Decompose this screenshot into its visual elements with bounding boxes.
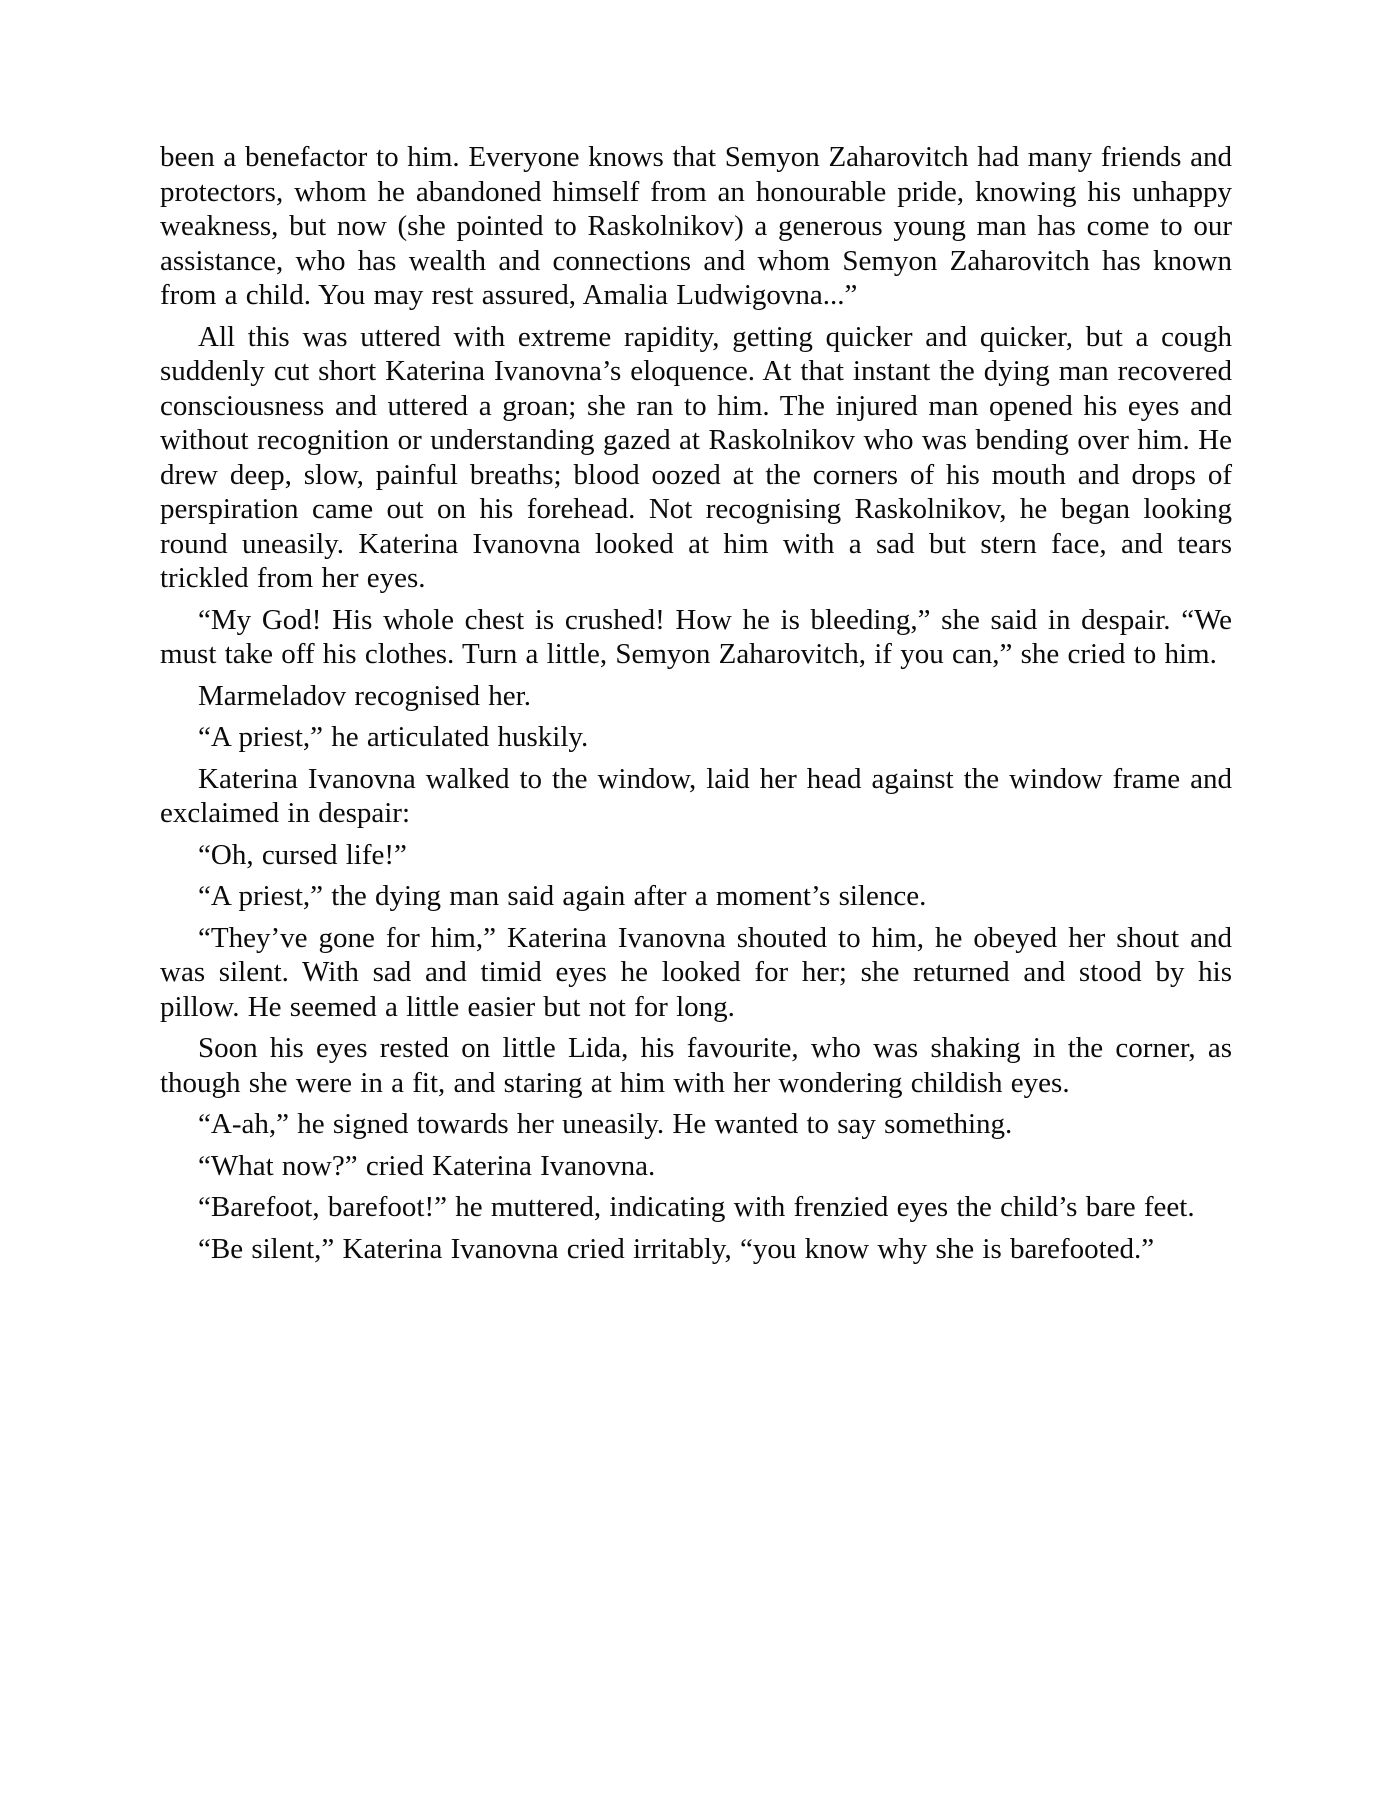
paragraph: “Barefoot, barefoot!” he muttered, indicating with frenzied eyes the child’s bare feet. — [198, 1191, 1195, 1223]
paragraph: Soon his eyes rested on little Lida, his favourite, who was shaking in the corner, as though she were in a fit, and staring at him with her wondering childish eyes. — [160, 1032, 1232, 1099]
paragraph: “My God! His whole chest is crushed! How he is bleeding,” she said in despair. “We must take off his clothes. Turn a little, Semyon Zaharovitch, if you can,” she cried to him. — [160, 603, 1232, 670]
paragraph: “A priest,” he articulated huskily. — [198, 721, 589, 753]
paragraph: All this was uttered with extreme rapidity, getting quicker and quicker, but a cough suddenly cut short Katerina Ivanovna’s eloquence. At that instant the dying man recovered consciousness and uttered a groan; she ran to him. The injured man opened his eyes and without recognition or understanding gazed at Raskolnikov who was bending over him. He drew deep, slow, painful breaths; blood oozed at the corners of his mouth and drops of perspiration came out on his forehead. Not recognising Raskolnikov, he began looking round uneasily. Katerina Ivanovna looked at him with a sad but stern face, and tears trickled from her eyes. — [160, 320, 1232, 594]
paragraph: “What now?” cried Katerina Ivanovna. — [198, 1149, 656, 1182]
paragraph: Marmeladov recognised her. — [198, 679, 531, 712]
paragraph: “Be silent,” Katerina Ivanovna cried irritably, “you know why she is barefooted.” — [198, 1232, 1155, 1265]
paragraph: Katerina Ivanovna walked to the window, laid her head against the window frame and exclaimed in despair: — [160, 762, 1232, 829]
paragraph: “A priest,” the dying man said again after a moment’s silence. — [198, 880, 927, 912]
paragraph: “A-ah,” he signed towards her uneasily. He wanted to say something. — [198, 1108, 1013, 1140]
paragraph: been a benefactor to him. Everyone knows that Semyon Zaharovitch had many friends and protectors, whom he abandoned himself from an honourable pride, knowing his unhappy weakness, but now (she pointed to Raskolnikov) a generous young man has come to our assistance, who has wealth and connections and whom Semyon Zaharovitch has known from a child. You may rest assured, Amalia Ludwigovna...” — [160, 141, 1232, 311]
paragraph: “They’ve gone for him,” Katerina Ivanovna shouted to him, he obeyed her shout and was silent. With sad and timid eyes he looked for her; she returned and stood by his pillow. He seemed a little easier but not for long. — [160, 921, 1232, 1023]
paragraph: “Oh, cursed life!” — [198, 838, 407, 871]
